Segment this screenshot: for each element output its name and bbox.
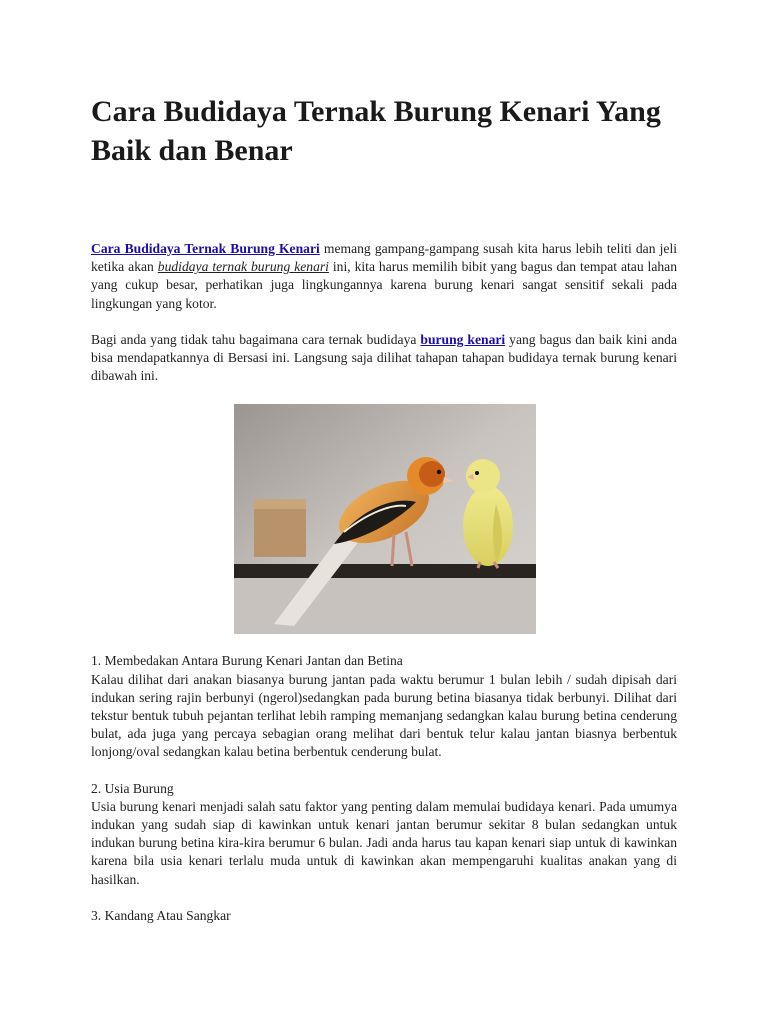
link-burung-kenari[interactable]: burung kenari <box>420 331 506 347</box>
section-1 <box>91 652 677 761</box>
intro-paragraph <box>91 240 677 313</box>
page-title: Cara Budidaya Ternak Burung Kenari Yang Baik dan Benar <box>91 95 661 167</box>
section-1-body: Kalau dilihat dari anakan biasanya burung jantan pada waktu berumur 1 bulan lebih / sudah dipisah dari indukan sering rajin berbunyi (ngerol)sedangkan pada burung betina biasanya tidak berbunyi. Dilihat dari tekstur bentuk tubuh pejantan terlihat lebih ramping memanjang sedangkan kalau burung betina cenderung bulat, ada juga yang percaya sebagian orang melihat dari bentuk telur kalau jantan biasnya berbentuk lonjong/oval sedangkan kalau betina berbentuk cenderung bulat. <box>91 671 677 760</box>
intro-text-2: ini, kita harus memilih bibit yang bagus dan tempat atau lahan yang cukup besar, perhatikan juga lingkungannya karena burung kenari sangat sensitif sekali pada lingkungan yang kotor. <box>91 259 677 311</box>
para2-text-1: Bagi anda yang tidak tahu bagaimana cara ternak budidaya <box>91 331 421 347</box>
section-2-heading: 2. Usia Burung <box>91 780 174 796</box>
intro-text-1: memang gampang-gampang susah kita harus lebih teliti dan jeli ketika akan <box>91 241 677 275</box>
para2-text-2: yang bagus dan baik kini anda bisa mendapatkannya di Bersasi ini. Langsung saja dilihat tahapan tahapan budidaya ternak burung kenari dibawah ini. <box>91 331 678 384</box>
section-3 <box>91 907 677 925</box>
link-budidaya-ternak[interactable]: budidaya ternak burung kenari <box>157 259 329 275</box>
canary-birds-photo <box>234 404 536 634</box>
second-paragraph <box>91 331 677 386</box>
figure-container <box>91 404 677 634</box>
section-3-heading: 3. Kandang Atau Sangkar <box>91 907 231 923</box>
section-2 <box>91 780 677 889</box>
section-2-body: Usia burung kenari menjadi salah satu faktor yang penting dalam memulai budidaya kenari. Pada umumya indukan yang sudah siap di kawinkan untuk kenari jantan berumur sekitar 8 bulan sedangkan untuk indukan burung betina kira-kira berumur 6 bulan. Jadi anda harus tau kapan kenari siap untuk di kawinkan karena bila usia kenari terlalu muda untuk di kawinkan akan mempengaruhi kualitas anakan yang di hasilkan. <box>91 798 677 887</box>
section-1-heading: 1. Membedakan Antara Burung Kenari Jantan dan Betina <box>91 653 403 669</box>
article <box>91 92 677 925</box>
link-cara-budidaya[interactable]: Cara Budidaya Ternak Burung Kenari <box>91 241 320 256</box>
